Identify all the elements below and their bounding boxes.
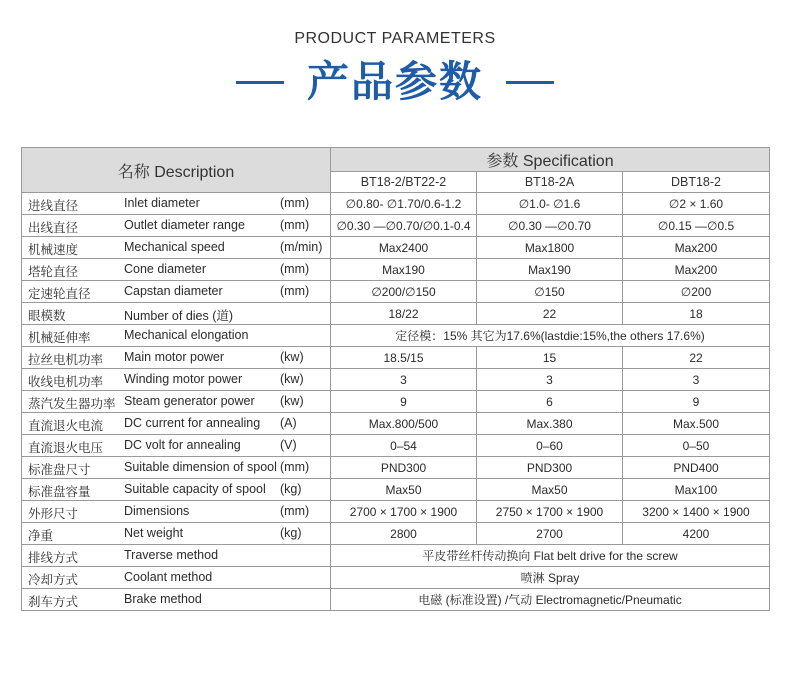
table-row [22, 325, 770, 347]
row-label-english: Suitable capacity of spool [124, 482, 266, 496]
table-row [22, 237, 770, 259]
parameters-table [21, 147, 770, 611]
row-label-chinese: 外形尺寸 [28, 507, 79, 521]
description-header: 名称 Description [22, 148, 331, 193]
value-cell: 2700 × 1700 × 1900 [331, 501, 477, 523]
value-cell: ∅150 [477, 281, 623, 303]
row-label [22, 523, 331, 545]
table-row [22, 413, 770, 435]
title-row [0, 54, 790, 110]
value-cell: Max.380 [477, 413, 623, 435]
value-cell: 18 [623, 303, 770, 325]
page-subtitle: PRODUCT PARAMETERS [294, 30, 496, 47]
row-label [22, 413, 331, 435]
value-cell: 6 [477, 391, 623, 413]
row-label-chinese: 排线方式 [28, 551, 79, 565]
row-label-english: Coolant method [124, 570, 213, 584]
row-label [22, 545, 331, 567]
table-row [22, 369, 770, 391]
row-label [22, 479, 331, 501]
value-cell: ∅2 × 1.60 [623, 193, 770, 215]
row-label-english: Inlet diameter [124, 196, 200, 210]
row-label-chinese: 机械延伸率 [28, 331, 91, 345]
title-decoration-right [506, 81, 554, 84]
value-cell: 0–54 [331, 435, 477, 457]
row-label-english: Steam generator power [124, 394, 255, 408]
table-row [22, 281, 770, 303]
table-row [22, 457, 770, 479]
row-unit: (mm) [280, 196, 310, 210]
row-label-english: Number of dies (道) [124, 309, 234, 323]
row-label [22, 369, 331, 391]
row-label-chinese: 直流退火电压 [28, 441, 104, 455]
row-label-chinese: 净重 [28, 529, 54, 543]
row-unit: (kw) [280, 350, 304, 364]
value-cell: 0–60 [477, 435, 623, 457]
row-label [22, 237, 331, 259]
value-cell: 18/22 [331, 303, 477, 325]
value-cell: Max.800/500 [331, 413, 477, 435]
value-cell: 3200 × 1400 × 1900 [623, 501, 770, 523]
merged-value-cell: 喷淋 Spray [331, 567, 770, 589]
row-label-english: Brake method [124, 592, 202, 606]
model-header: BT18-2A [477, 172, 623, 193]
row-label [22, 303, 331, 325]
value-cell: 22 [477, 303, 623, 325]
row-unit: (kw) [280, 394, 304, 408]
row-label-chinese: 标准盘尺寸 [28, 463, 91, 477]
row-label-chinese: 刹车方式 [28, 595, 79, 609]
row-unit: (kg) [280, 526, 302, 540]
row-label-english: Dimensions [124, 504, 190, 518]
row-unit: (kg) [280, 482, 302, 496]
table-row [22, 391, 770, 413]
row-unit: (mm) [280, 460, 310, 474]
row-label-chinese: 直流退火电流 [28, 419, 104, 433]
table-row [22, 215, 770, 237]
table-row [22, 259, 770, 281]
row-label-chinese: 冷却方式 [28, 573, 79, 587]
value-cell: ∅0.80- ∅1.70/0.6-1.2 [331, 193, 477, 215]
row-unit: (m/min) [280, 240, 323, 254]
value-cell: Max50 [331, 479, 477, 501]
row-label [22, 347, 331, 369]
row-unit: (V) [280, 438, 297, 452]
row-label [22, 589, 331, 611]
row-label-english: Cone diameter [124, 262, 206, 276]
model-header: DBT18-2 [623, 172, 770, 193]
value-cell: Max190 [477, 259, 623, 281]
row-unit: (kw) [280, 372, 304, 386]
value-cell: Max50 [477, 479, 623, 501]
value-cell: ∅1.0- ∅1.6 [477, 193, 623, 215]
page-title: 产品参数 [306, 57, 483, 106]
value-cell: 4200 [623, 523, 770, 545]
row-unit: (A) [280, 416, 297, 430]
value-cell: 0–50 [623, 435, 770, 457]
merged-value-cell: 定径模：15% 其它为17.6%(lastdie:15%,the others 17.6%) [331, 325, 770, 347]
row-unit: (mm) [280, 218, 310, 232]
table-row [22, 479, 770, 501]
model-header: BT18-2/BT22-2 [331, 172, 477, 193]
row-label-english: Outlet diameter range [124, 218, 245, 232]
row-label-english: Mechanical elongation [124, 328, 249, 342]
row-label [22, 259, 331, 281]
row-label-english: DC current for annealing [124, 416, 261, 430]
table-row [22, 193, 770, 215]
row-label [22, 567, 331, 589]
row-label [22, 435, 331, 457]
value-cell: ∅200/∅150 [331, 281, 477, 303]
table-row [22, 347, 770, 369]
row-label-english: Net weight [124, 526, 184, 540]
value-cell: 3 [623, 369, 770, 391]
value-cell: Max2400 [331, 237, 477, 259]
row-label-chinese: 标准盘容量 [28, 485, 91, 499]
value-cell: ∅200 [623, 281, 770, 303]
row-label [22, 391, 331, 413]
row-unit: (mm) [280, 284, 310, 298]
row-label [22, 325, 331, 347]
value-cell: 18.5/15 [331, 347, 477, 369]
value-cell: Max.500 [623, 413, 770, 435]
row-label-english: Suitable dimension of spool [124, 460, 277, 474]
row-label [22, 281, 331, 303]
value-cell: 2800 [331, 523, 477, 545]
row-label-english: Traverse method [124, 548, 219, 562]
value-cell: Max200 [623, 237, 770, 259]
row-label-chinese: 定速轮直径 [28, 287, 91, 301]
table-row [22, 545, 770, 567]
value-cell: 3 [331, 369, 477, 391]
value-cell: Max200 [623, 259, 770, 281]
row-label [22, 501, 331, 523]
row-label-chinese: 机械速度 [28, 243, 79, 257]
row-label-english: DC volt for annealing [124, 438, 241, 452]
value-cell: 9 [623, 391, 770, 413]
value-cell: 15 [477, 347, 623, 369]
row-label [22, 193, 331, 215]
value-cell: Max100 [623, 479, 770, 501]
table-row [22, 435, 770, 457]
value-cell: ∅0.30 —∅0.70 [477, 215, 623, 237]
value-cell: 9 [331, 391, 477, 413]
row-label-english: Main motor power [124, 350, 225, 364]
row-label-chinese: 收线电机功率 [28, 375, 104, 389]
value-cell: 2700 [477, 523, 623, 545]
table-row [22, 523, 770, 545]
value-cell: ∅0.15 —∅0.5 [623, 215, 770, 237]
merged-value-cell: 平皮带丝杆传动换向 Flat belt drive for the screw [331, 545, 770, 567]
row-label-chinese: 拉丝电机功率 [28, 353, 104, 367]
value-cell: 3 [477, 369, 623, 391]
value-cell: PND300 [477, 457, 623, 479]
row-unit: (mm) [280, 504, 310, 518]
row-label [22, 215, 331, 237]
row-label [22, 457, 331, 479]
row-label-chinese: 进线直径 [28, 199, 79, 213]
specification-header: 参数 Specification [331, 148, 770, 172]
table-row [22, 303, 770, 325]
value-cell: PND400 [623, 457, 770, 479]
row-label-chinese: 眼模数 [28, 309, 66, 323]
table-row [22, 589, 770, 611]
row-label-chinese: 蒸汽发生器功率 [28, 397, 116, 411]
table-row [22, 501, 770, 523]
value-cell: Max190 [331, 259, 477, 281]
value-cell: 22 [623, 347, 770, 369]
merged-value-cell: 电磁 (标准设置) /气动 Electromagnetic/Pneumatic [331, 589, 770, 611]
row-label-english: Mechanical speed [124, 240, 225, 254]
value-cell: ∅0.30 —∅0.70/∅0.1-0.4 [331, 215, 477, 237]
row-unit: (mm) [280, 262, 310, 276]
row-label-english: Winding motor power [124, 372, 243, 386]
row-label-english: Capstan diameter [124, 284, 223, 298]
row-label-chinese: 出线直径 [28, 221, 79, 235]
value-cell: Max1800 [477, 237, 623, 259]
value-cell: 2750 × 1700 × 1900 [477, 501, 623, 523]
table-row [22, 567, 770, 589]
row-label-chinese: 塔轮直径 [28, 265, 79, 279]
value-cell: PND300 [331, 457, 477, 479]
